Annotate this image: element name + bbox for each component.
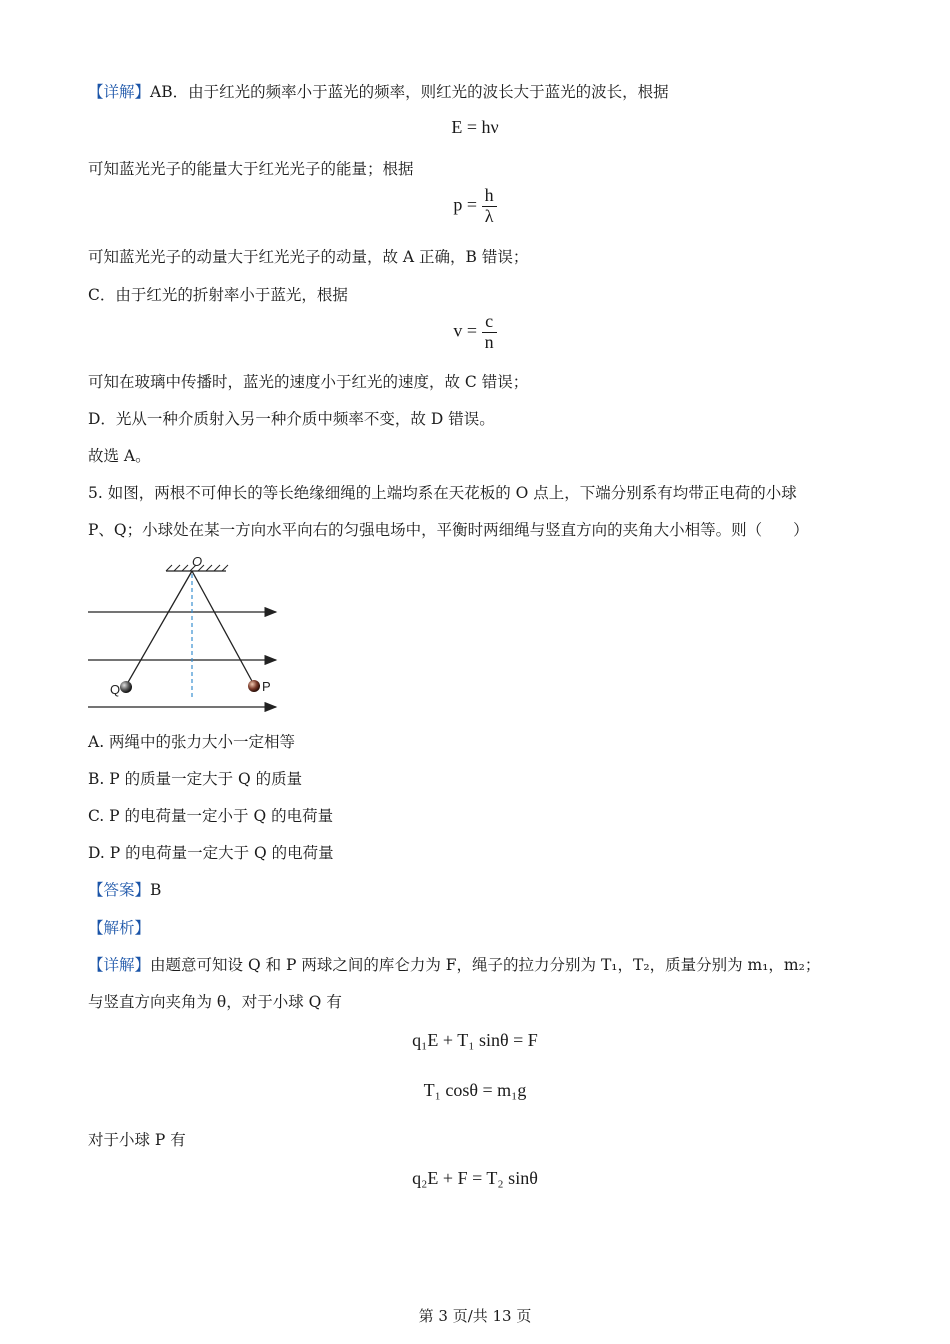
fraction: [482, 312, 497, 353]
paragraph-text: 故选 A。: [88, 447, 151, 465]
paragraph-text: 可知蓝光光子的能量大于红光光子的能量；根据: [88, 160, 414, 178]
detail-paragraph-ab: [88, 80, 669, 102]
option-b: B. P 的质量一定大于 Q 的质量: [88, 770, 303, 788]
equation-q-horizontal: q₁E + T₁ sinθ = F: [412, 1030, 538, 1050]
paragraph-text: 可知蓝光光子的动量大于红光光子的动量，故 A 正确，B 错误；: [88, 248, 529, 266]
fraction: [482, 186, 497, 227]
answer-value: B: [150, 881, 162, 899]
paragraph-text: D．光从一种介质射入另一种介质中频率不变，故 D 错误。: [88, 410, 495, 428]
detail-label: 【详解】: [88, 83, 151, 101]
analysis-label: 【解析】: [88, 919, 151, 937]
question-stem-line: 5. 如图，两根不可伸长的等长绝缘细绳的上端均系在天花板的 O 点上，下端分别系有均带正电荷的小球: [88, 484, 797, 502]
option-a: A. 两绳中的张力大小一定相等: [88, 733, 296, 751]
paragraph-text: AB．由于红光的频率小于蓝光的频率，则红光的波长大于蓝光的波长，根据: [150, 83, 669, 101]
paragraph-text: 由题意可知设 Q 和 P 两球之间的库仑力为 F，绳子的拉力分别为 T₁，T₂，质量分别为 m₁，m₂；: [150, 956, 821, 974]
ball-q: [120, 681, 132, 693]
detail-label: 【详解】: [88, 956, 151, 974]
label-q: Q: [110, 682, 121, 697]
equation-lhs: v =: [453, 320, 478, 341]
answer-line: [88, 878, 161, 900]
paragraph-text: C．由于红光的折射率小于蓝光，根据: [88, 286, 348, 304]
page-footer: 第 3 页/共 13 页: [418, 1307, 532, 1325]
ball-p: [248, 680, 260, 692]
equation-energy: E = hν: [451, 117, 499, 137]
label-p: P: [262, 679, 271, 694]
equation-lhs: p =: [453, 194, 478, 215]
paragraph-text: 可知在玻璃中传播时，蓝光的速度小于红光的速度，故 C 错误；: [88, 373, 529, 391]
detail-paragraph-q5: [88, 953, 820, 975]
equation-speed: [0, 312, 950, 353]
rope-p: [192, 571, 253, 683]
equation-p-horizontal: q₂E + F = T₂ sinθ: [412, 1168, 538, 1188]
question-stem-line: P、Q；小球处在某一方向水平向右的匀强电场中，平衡时两细绳与竖直方向的夹角大小相等。则（ ）: [88, 521, 809, 539]
label-o: O: [192, 554, 203, 569]
answer-label: 【答案】: [88, 881, 151, 899]
equation-q-vertical: T₁ cosθ = m₁g: [423, 1080, 527, 1100]
option-d: D. P 的电荷量一定大于 Q 的电荷量: [88, 844, 334, 862]
fraction-denominator: n: [484, 331, 494, 352]
pendulum-figure: [80, 552, 290, 717]
fraction-numerator: c: [482, 312, 497, 333]
paragraph-text: 与竖直方向夹角为 θ，对于小球 Q 有: [88, 993, 342, 1011]
rope-q: [127, 571, 192, 684]
option-c: C. P 的电荷量一定小于 Q 的电荷量: [88, 807, 334, 825]
paragraph-text: 对于小球 P 有: [88, 1131, 186, 1149]
equation-momentum: [0, 186, 950, 227]
fraction-denominator: λ: [484, 205, 494, 226]
fraction-numerator: h: [482, 186, 497, 207]
